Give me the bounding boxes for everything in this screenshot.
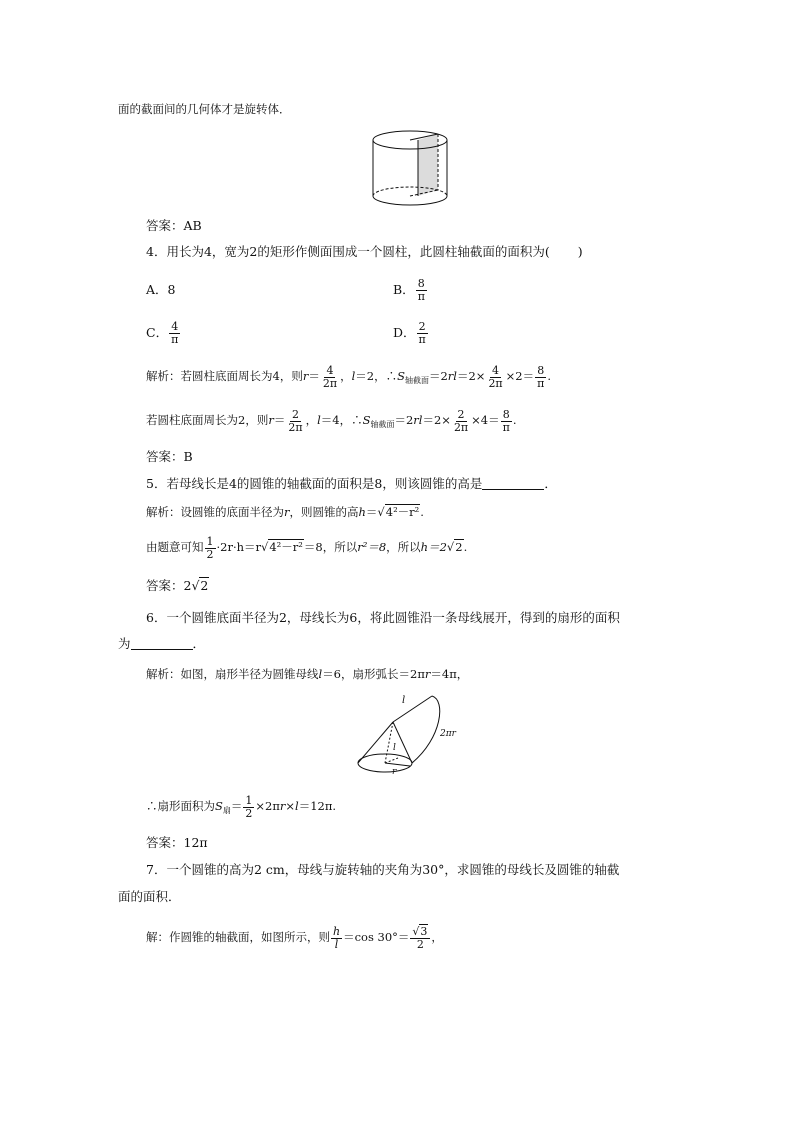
text: ． [192,636,206,651]
text: . [547,369,552,383]
var: l [351,369,356,383]
solution-5-line-1: 解析：设圆锥的底面半径为r，则圆锥的高h＝√4²－r². [146,505,424,519]
denominator: 2π [453,420,469,434]
denominator: π [417,290,425,303]
var: rl [413,413,423,427]
answer-blank [482,477,544,490]
text: 若圆柱底面周长为2，则 [146,413,269,427]
answer-blank [131,637,193,650]
text: × [285,799,296,813]
numerator: √3 [410,926,430,939]
text: ∴扇形面积为 [146,799,215,813]
fraction [243,795,254,820]
text: ＝2× [456,369,486,383]
var: S [397,369,405,383]
text: . [512,413,517,427]
text: ×2＝ [505,369,535,383]
radicand: 2 [200,578,209,593]
fig-label-l: l [402,695,406,706]
solution-4-line-1 [146,357,551,400]
denominator: 2π [488,376,503,390]
var: r [268,413,274,427]
text: 解析：如图，扇形半径为圆锥母线 [146,667,319,681]
question-number: 5． [146,476,167,491]
cone-sector-figure [358,690,478,782]
answer-5: 答案：2√2 [146,578,209,593]
paren-close: ) [577,244,583,259]
option-fraction [417,321,428,346]
answer-3: 答案：AB [146,218,202,233]
text: ． [544,476,557,491]
text: ＝8，所以 [303,540,358,554]
text: . [463,540,468,554]
option-label: B． [393,282,415,297]
text: ＝4π， [430,667,469,681]
denominator: l [334,937,339,951]
text: ＝ [308,369,320,383]
question-5 [146,476,557,492]
text: . [420,505,424,519]
fraction [486,365,504,390]
option-value: 8 [167,282,176,297]
denominator: 2 [416,937,424,951]
numerator: 8 [537,363,545,377]
numerator: 8 [502,407,510,421]
radicand: 4²－r² [269,540,303,554]
text: ＝cos 30°＝ [343,930,410,944]
fig-label-arc: 2πr [440,729,456,739]
option-a [146,282,175,298]
var: rl [447,369,457,383]
option-c [146,313,181,353]
option-label: D． [393,325,416,340]
text: 答案：2 [146,578,192,593]
denominator: 2π [322,376,338,390]
text: ×4＝ [471,413,500,427]
radicand: 2 [455,540,463,554]
denominator: 2π [288,420,303,434]
answer-4: 答案：B [146,449,193,464]
var: S [362,413,371,427]
text: ＝ [273,413,286,427]
expr: r²＝8 [357,540,387,554]
subscript: 轴截面 [370,420,395,429]
continued-text: 面的截面间的几何体才是旋转体． [118,102,291,116]
text: 解：作圆锥的轴截面，如图所示，则 [146,930,330,944]
cylinder-figure [372,128,462,208]
question-7-line-1 [146,862,619,878]
text: ＝2× [422,413,451,427]
question-number: 4． [146,244,167,259]
numerator: 2 [457,407,465,421]
question-6-line-1 [146,610,620,626]
text: 解析：设圆锥的底面半径为 [146,505,284,519]
text: ·2r·h＝r [216,540,262,554]
var: l [317,413,321,427]
fig-label-r: r [392,767,397,777]
question-stem: 若母线长是4的圆锥的轴截面的面积是8，则该圆锥的高是 [166,476,483,491]
option-d [393,313,429,353]
var: h [358,505,366,519]
text: ， [340,369,352,383]
var: l [318,667,323,681]
var: r [284,505,290,519]
text: ＝ [365,505,378,519]
option-label: A． [146,282,168,297]
fraction [286,409,304,434]
text: ＝6，扇形弧长＝2π [322,667,425,681]
text: ＝ [230,799,243,813]
denominator: π [418,333,426,346]
radicand: 4²－r² [385,505,420,519]
question-4 [146,244,583,260]
text: 为 [118,636,131,651]
numerator: 2 [291,407,299,421]
question-stem: 一个圆锥底面半径为2，母线长为6，将此圆锥沿一条母线展开，得到的扇形的面积 [166,610,620,625]
text: 由题意可知 [146,540,204,554]
question-number: 6． [146,610,167,625]
fraction [331,926,342,951]
option-label: C． [146,325,169,340]
var: S [215,799,223,813]
option-fraction [416,278,427,303]
fraction [321,365,339,390]
numerator: 1 [206,534,214,548]
numerator: 1 [245,793,253,807]
fraction [452,409,470,434]
option-b [393,270,428,310]
text: ，所以 [386,540,421,554]
subscript: 扇 [222,806,231,815]
text: ， [431,930,443,944]
solution-6-line-1 [146,666,468,682]
text: ＝2 [428,369,448,383]
question-stem: 用长为4，宽为2的矩形作侧面围成一个圆柱，此圆柱轴截面的面积为( [166,244,550,259]
fig-label-l-inner: l [393,743,396,753]
solution-6-line-2 [146,787,336,830]
question-stem: 一个圆锥的高为2 cm，母线与旋转轴的夹角为30°，求圆锥的母线长及圆锥的轴截 [166,862,620,877]
numerator: 8 [417,277,425,290]
fraction [535,365,546,390]
var: r [302,369,309,383]
text: ×2π [255,799,280,813]
question-6-line-2 [118,636,205,652]
fraction [410,926,430,951]
question-number: 7． [146,862,167,877]
solution-7-line-1 [146,917,443,957]
solution-4-line-2 [146,401,517,444]
option-fraction [169,321,180,346]
solution-5-line-2: 由题意可知 $\frac{1}{2}$ ·2r·h＝r√4²－r²＝8，所以r²＝8，所以h＝2√2. [146,534,468,561]
question-7-line-2: 面的面积． [118,889,181,904]
denominator: π [502,420,510,434]
numerator: 2 [418,320,426,333]
text: ＝2，∴ [355,369,398,383]
denominator: π [171,333,179,346]
text: ， [305,413,318,427]
denominator: 2 [206,547,214,561]
text: ＝4，∴ [320,413,363,427]
answer-6: 答案：12π [146,835,208,850]
numerator: 4 [492,363,500,377]
subscript: 轴截面 [404,376,429,385]
var: r [424,667,431,681]
fraction [501,409,512,434]
text: ＝12π. [298,799,337,813]
expr: h＝2 [420,540,447,554]
denominator: π [537,376,545,390]
fraction [205,536,216,561]
denominator: 2 [245,806,253,820]
var: l [295,799,299,813]
var: r [279,799,286,813]
numerator: 4 [326,363,334,377]
text: ＝2 [394,413,414,427]
text: ，则圆锥的高 [289,505,359,519]
numerator: h [333,924,341,938]
text: 解析：若圆柱底面周长为4，则 [146,369,303,383]
radicand: 3 [420,924,428,938]
numerator: 4 [171,320,179,333]
